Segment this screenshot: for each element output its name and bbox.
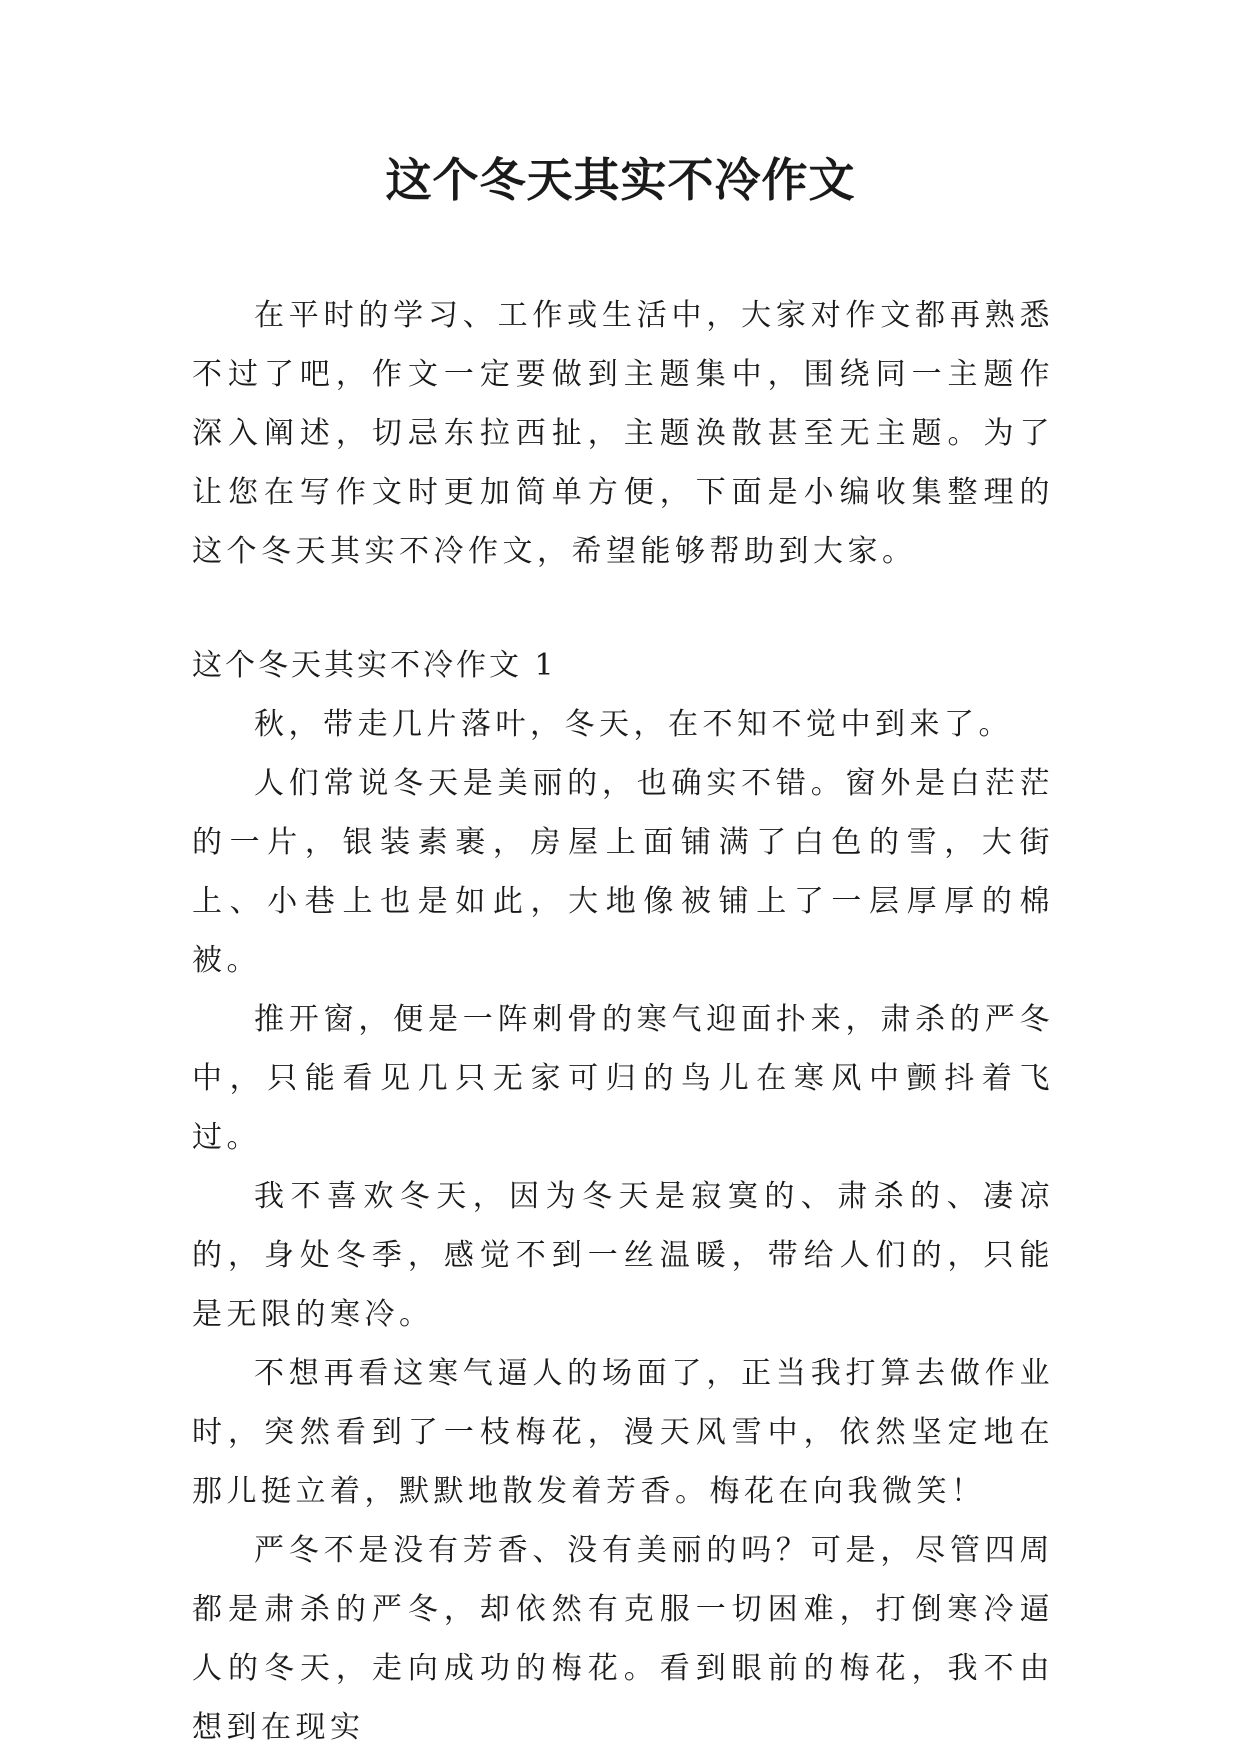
intro-paragraph: 在平时的学习、工作或生活中，大家对作文都再熟悉不过了吧，作文一定要做到主题集中，围绕同一主题作深入阐述，切忌东拉西扯，主题涣散甚至无主题。为了让您在写作文时更加简单方便，下面是小编收集整理的这个冬天其实不冷作文，希望能够帮助到大家。 [192,298,1054,569]
body-paragraph-1: 秋，带走几片落叶，冬天，在不知不觉中到来了。 [254,707,1013,742]
document-title: 这个冬天其实不冷作文 [385,153,856,207]
section-heading: 这个冬天其实不冷作文 1 [192,648,557,683]
body-paragraph-5: 不想再看这寒气逼人的场面了，正当我打算去做作业时，突然看到了一枝梅花，漫天风雪中，依然坚定地在那儿挺立着，默默地散发着芳香。梅花在向我微笑！ [192,1356,1054,1509]
essay-body [192,636,1054,1757]
intro-block [192,286,1054,581]
body-paragraph-4: 我不喜欢冬天，因为冬天是寂寞的、肃杀的、凄凉的，身处冬季，感觉不到一丝温暖，带给人们的，只能是无限的寒冷。 [192,1179,1054,1332]
body-paragraph-3: 推开窗，便是一阵刺骨的寒气迎面扑来，肃杀的严冬中，只能看见几只无家可归的鸟儿在寒风中颤抖着飞过。 [192,1002,1054,1155]
body-paragraph-6: 严冬不是没有芳香、没有美丽的吗？可是，尽管四周都是肃杀的严冬，却依然有克服一切困难，打倒寒冷逼人的冬天，走向成功的梅花。看到眼前的梅花，我不由想到在现实 [192,1533,1054,1745]
body-paragraph-2: 人们常说冬天是美丽的，也确实不错。窗外是白茫茫的一片，银装素裹，房屋上面铺满了白色的雪，大街上、小巷上也是如此，大地像被铺上了一层厚厚的棉被。 [192,766,1054,978]
